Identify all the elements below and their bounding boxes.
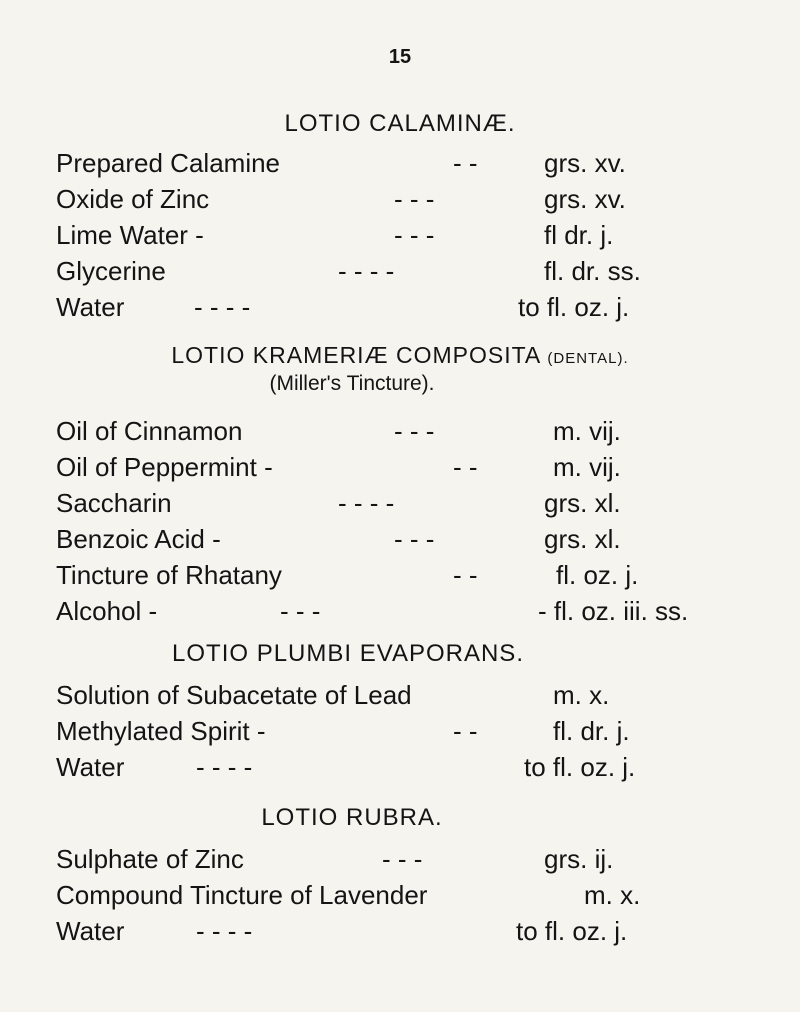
ingredient-name: Benzoic Acid -	[56, 524, 221, 554]
leader-dashes: - - - -	[338, 256, 395, 286]
leader-dashes: - - -	[394, 220, 435, 250]
recipe-row	[56, 486, 736, 520]
ingredient-quantity: fl dr. j.	[544, 220, 614, 250]
ingredient-name: Oil of Cinnamon	[56, 416, 243, 446]
ingredient-quantity: m. x.	[553, 680, 610, 710]
ingredient-name: Tincture of Rhatany	[56, 560, 282, 590]
ingredient-name: Water	[56, 752, 125, 782]
ingredient-quantity: m. x.	[584, 880, 641, 910]
ingredient-quantity: grs. xl.	[544, 488, 621, 518]
ingredient-name: Solution of Subacetate of Lead	[56, 680, 412, 710]
ingredient-quantity: m. vij.	[553, 416, 621, 446]
ingredient-name: Water	[56, 916, 125, 946]
page-number: 15	[388, 46, 412, 68]
leader-dashes: - -	[453, 716, 478, 746]
ingredient-name: Glycerine	[56, 256, 166, 286]
recipe-row	[56, 290, 716, 324]
section-title-lotio-plumbi: LOTIO PLUMBI EVAPORANS.	[172, 640, 524, 667]
ingredient-name: Prepared Calamine	[56, 148, 281, 178]
recipe-row	[56, 182, 716, 216]
ingredient-quantity: to fl. oz. j.	[524, 752, 636, 782]
recipe-row	[56, 218, 716, 252]
ingredient-quantity: grs. xv.	[544, 184, 626, 214]
leader-dashes: - - - -	[194, 292, 251, 322]
ingredient-name: Compound Tincture of Lavender	[56, 880, 428, 910]
ingredient-quantity: to fl. oz. j.	[516, 916, 628, 946]
leader-dashes: - - - -	[196, 916, 253, 946]
recipe-row	[56, 146, 716, 180]
ingredient-name: Oil of Peppermint -	[56, 452, 273, 482]
section-title-lotio-calaminae: LOTIO CALAMINÆ.	[284, 110, 516, 137]
ingredient-quantity: grs. xv.	[544, 148, 626, 178]
ingredient-name: Methylated Spirit -	[56, 716, 266, 746]
leader-dashes: - - -	[394, 184, 435, 214]
leader-dashes: - -	[453, 560, 478, 590]
ingredient-name: Saccharin	[56, 488, 172, 518]
leader-dashes: - - -	[394, 524, 435, 554]
recipe-row	[56, 678, 736, 712]
recipe-row	[56, 254, 716, 288]
ingredient-name: Water	[56, 292, 125, 322]
leader-dashes: - -	[453, 148, 478, 178]
leader-dashes: - - - -	[338, 488, 395, 518]
ingredient-quantity: - fl. oz. iii. ss.	[538, 596, 689, 626]
ingredient-name: Sulphate of Zinc	[56, 844, 244, 874]
recipe-row	[56, 594, 746, 628]
recipe-row	[56, 750, 736, 784]
ingredient-name: Lime Water -	[56, 220, 204, 250]
ingredient-quantity: fl. dr. j.	[553, 716, 630, 746]
section-title-note: (DENTAL).	[547, 350, 629, 367]
leader-dashes: - - -	[280, 596, 321, 626]
recipe-row	[56, 914, 736, 948]
section-title-lotio-krameriae	[0, 342, 800, 369]
recipe-row	[56, 414, 736, 448]
leader-dashes: - - - -	[196, 752, 253, 782]
ingredient-quantity: to fl. oz. j.	[518, 292, 630, 322]
recipe-row	[56, 714, 736, 748]
ingredient-quantity: grs. ij.	[544, 844, 614, 874]
recipe-row	[56, 878, 736, 912]
ingredient-quantity: fl. dr. ss.	[544, 256, 641, 286]
recipe-row	[56, 450, 736, 484]
leader-dashes: - - -	[382, 844, 423, 874]
section-title-text: LOTIO KRAMERIÆ COMPOSITA	[171, 342, 540, 368]
leader-dashes: - -	[453, 452, 478, 482]
recipe-row	[56, 842, 736, 876]
ingredient-quantity: m. vij.	[553, 452, 621, 482]
section-subtitle: (Miller's Tincture).	[269, 372, 435, 395]
ingredient-quantity: grs. xl.	[544, 524, 621, 554]
recipe-row	[56, 522, 736, 556]
recipe-row	[56, 558, 736, 592]
section-title-lotio-rubra: LOTIO RUBRA.	[261, 804, 443, 831]
ingredient-name: Alcohol -	[56, 596, 158, 626]
leader-dashes: - - -	[394, 416, 435, 446]
ingredient-quantity: fl. oz. j.	[556, 560, 639, 590]
ingredient-name: Oxide of Zinc	[56, 184, 210, 214]
